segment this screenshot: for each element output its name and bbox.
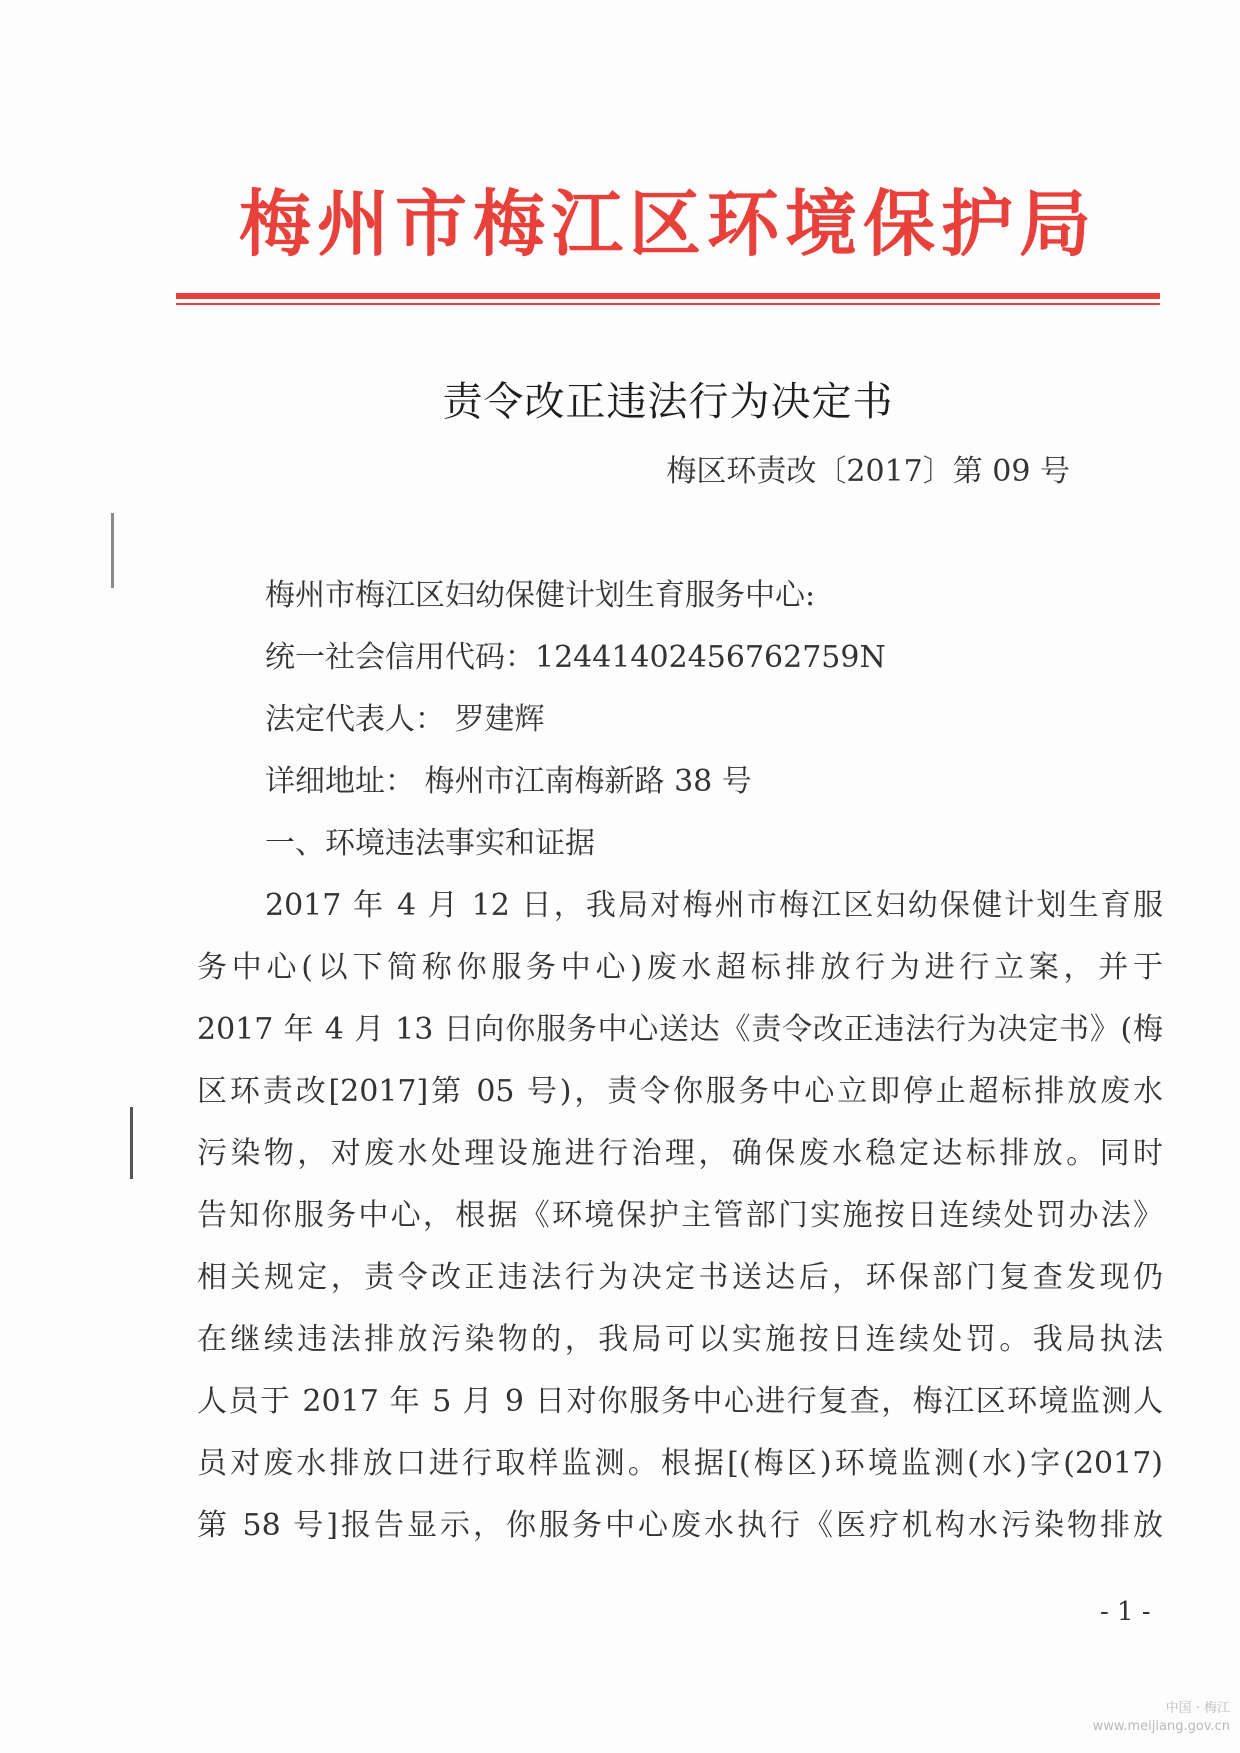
body-text-line: 2017 年 4 月 12 日，我局对梅州市梅江区妇幼保健计划生育服 xyxy=(265,888,1163,923)
body-text-line: 人员于 2017 年 5 月 9 日对你服务中心进行复查，梅江区环境监测人 xyxy=(197,1384,1163,1419)
body-text-line: 区环责改[2017]第 05 号)，责令你服务中心立即停止超标排放废水 xyxy=(197,1074,1163,1109)
body-text-line: 在继续违法排放污染物的，我局可以实施按日连续处罚。我局执法 xyxy=(197,1322,1163,1357)
legal-representative: 法定代表人： 罗建辉 xyxy=(265,702,545,737)
site-watermark xyxy=(1040,1700,1230,1735)
scan-binding-mark xyxy=(111,513,114,588)
page-number: - 1 - xyxy=(1100,1597,1151,1627)
document-title: 责令改正违法行为决定书 xyxy=(442,379,894,425)
body-text-line: 员对废水排放口进行取样监测。根据[(梅区)环境监测(水)字(2017) xyxy=(197,1446,1163,1481)
section-heading: 一、环境违法事实和证据 xyxy=(265,826,595,861)
masthead-rule-thin xyxy=(176,303,1160,305)
address: 详细地址： 梅州市江南梅新路 38 号 xyxy=(265,764,752,799)
document-number: 梅区环责改〔2017〕第 09 号 xyxy=(666,454,1070,489)
body-text-line: 污染物，对废水处理设施进行治理，确保废水稳定达标排放。同时 xyxy=(197,1136,1163,1171)
body-text-line: 务中心(以下简称你服务中心)废水超标排放行为进行立案，并于 xyxy=(197,950,1163,985)
credit-code: 统一社会信用代码：12441402456762759N xyxy=(265,640,886,675)
masthead-rule-thick xyxy=(176,293,1160,299)
body-text-line: 告知你服务中心，根据《环境保护主管部门实施按日连续处罚办法》 xyxy=(197,1198,1163,1233)
agency-masthead: 梅州市梅江区环境保护局 xyxy=(238,182,1097,266)
body-text-line: 2017 年 4 月 13 日向你服务中心送达《责令改正违法行为决定书》(梅 xyxy=(197,1012,1163,1047)
recipient-name: 梅州市梅江区妇幼保健计划生育服务中心: xyxy=(265,578,816,613)
scan-binding-mark xyxy=(130,1107,133,1179)
watermark-line-1: 中国 · 梅江 xyxy=(1165,1701,1230,1716)
body-text-line: 第 58 号]报告显示，你服务中心废水执行《医疗机构水污染物排放 xyxy=(197,1508,1163,1543)
body-text-line: 相关规定，责令改正违法行为决定书送达后，环保部门复查发现仍 xyxy=(197,1260,1163,1295)
watermark-line-2: www.meijiang.gov.cn xyxy=(1092,1718,1230,1734)
